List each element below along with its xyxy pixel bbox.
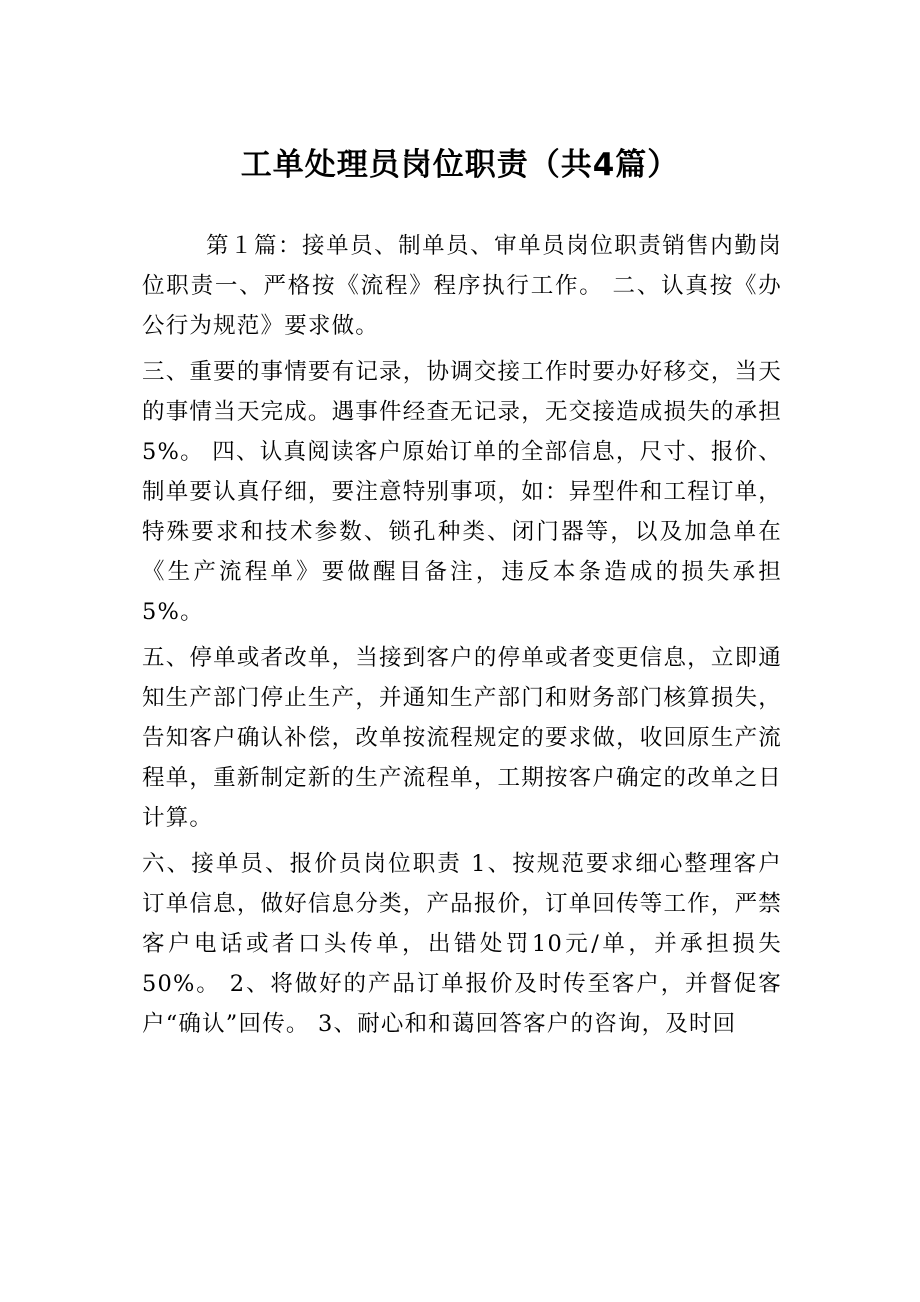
- paragraph-2: 三、重要的事情要有记录，协调交接工作时要办好移交，当天的事情当天完成。遇事件经查无记录，无交接造成损失的承担5%。 四、认真阅读客户原始订单的全部信息，尺寸、报价、制单要认真仔细，要注意特别事项，如：异型件和工程订单，特殊要求和技术参数、锁孔种类、闭门器等，以及加急单在《生产流程单》要做醒目备注，违反本条造成的损失承担5%。: [142, 359, 782, 625]
- paragraph-1: 第１篇：接单员、制单员、审单员岗位职责销售内勤岗位职责一、严格按《流程》程序执行工作。 二、认真按《办公行为规范》要求做。: [142, 233, 782, 339]
- document-title: 工单处理员岗位职责（共4篇）: [240, 147, 680, 183]
- paragraph-3: 五、停单或者改单，当接到客户的停单或者变更信息，立即通知生产部门停止生产，并通知生产部门和财务部门核算损失，告知客户确认补偿，改单按流程规定的要求做，收回原生产流程单，重新制定新的生产流程单，工期按客户确定的改单之日计算。: [142, 645, 782, 831]
- paragraph-4: 六、接单员、报价员岗位职责 1、按规范要求细心整理客户订单信息，做好信息分类，产品报价，订单回传等工作，严禁客户电话或者口头传单，出错处罚10元/单，并承担损失50%。 2、将做好的产品订单报价及时传至客户，并督促客户“确认”回传。 3、耐心和和蔼回答客户的咨询，及时回: [142, 851, 782, 1037]
- document-body: [142, 226, 782, 1050]
